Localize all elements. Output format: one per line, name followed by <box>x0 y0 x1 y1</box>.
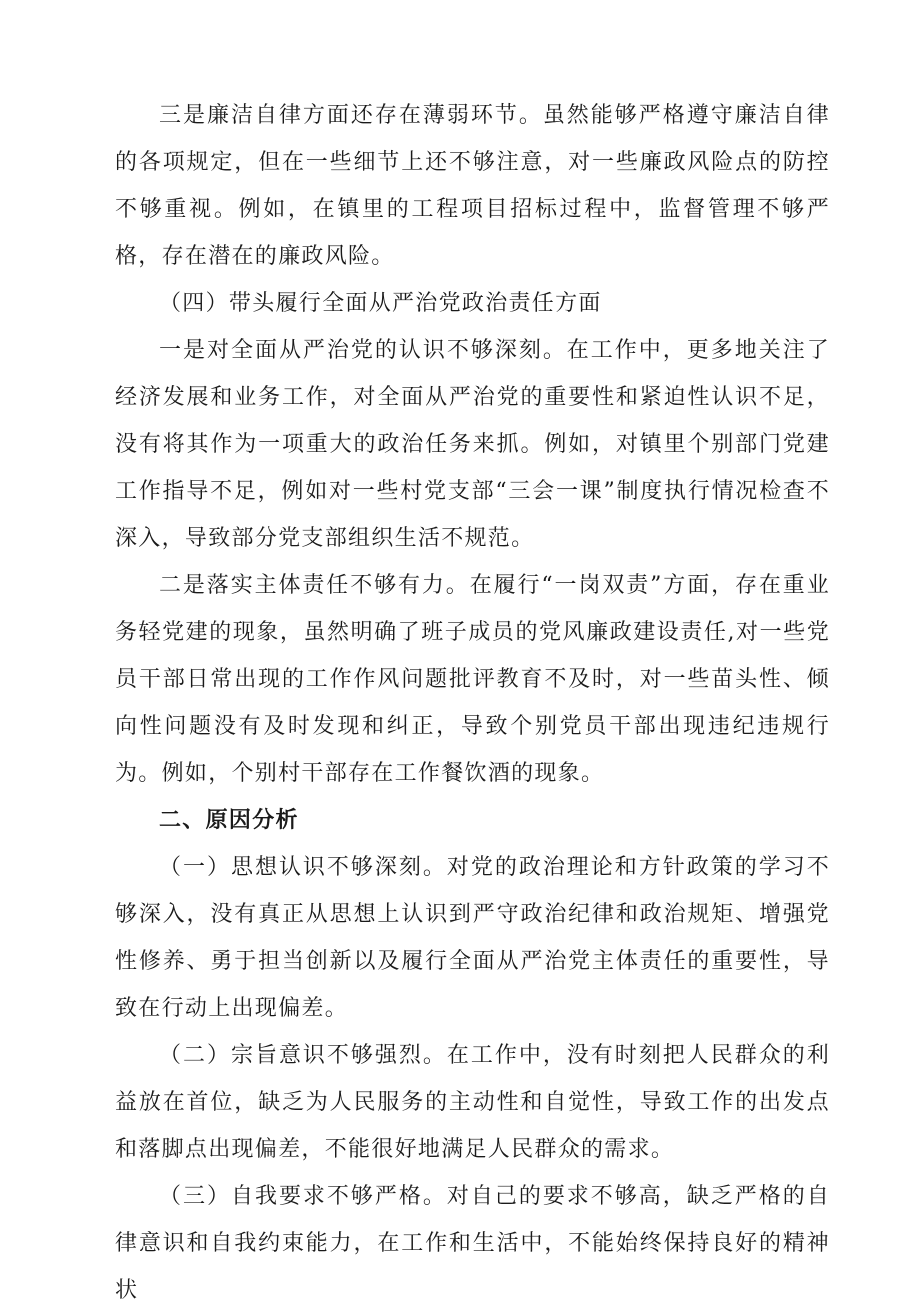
paragraph-main-responsibility: 二是落实主体责任不够有力。在履行“一岗双责”方面，存在重业务轻党建的现象，虽然明确了班子成员的党风廉政建设责任,对一些党员干部日常出现的工作作风问题批评教育不及时，对一些苗头性、倾向性问题没有及时发现和纠正，导致个别党员干部出现违纪违规行为。例如，个别村干部存在工作餐饮酒的现象。 <box>115 573 830 786</box>
paragraph-governance-understanding: 一是对全面从严治党的认识不够深刻。在工作中，更多地关注了经济发展和业务工作，对全面从严治党的重要性和紧迫性认识不足，没有将其作为一项重大的政治任务来抓。例如，对镇里个别部门党建工作指导不足，例如对一些村党支部“三会一课”制度执行情况检查不深入，导致部分党支部组织生活不规范。 <box>115 338 830 551</box>
paragraph-self-discipline: （三）自我要求不够严格。对自己的要求不够高，缺乏严格的自律意识和自我约束能力，在工作和生活中，不能始终保持良好的精神状 <box>115 1184 830 1303</box>
paragraph-purpose-awareness: （二）宗旨意识不够强烈。在工作中，没有时刻把人民群众的利益放在首位，缺乏为人民服务的主动性和自觉性，导致工作的出发点和落脚点出现偏差，不能很好地满足人民群众的需求。 <box>115 1043 830 1162</box>
paragraph-integrity-weakness: 三是廉洁自律方面还存在薄弱环节。虽然能够严格遵守廉洁自律的各项规定，但在一些细节上还不够注意，对一些廉政风险点的防控不够重视。例如，在镇里的工程项目招标过程中，监督管理不够严格，存在潜在的廉政风险。 <box>115 103 830 269</box>
section-heading-cause-analysis: 二、原因分析 <box>159 808 299 833</box>
subheading-party-governance: （四）带头履行全面从严治党政治责任方面 <box>159 291 602 316</box>
paragraph-ideological-awareness: （一）思想认识不够深刻。对党的政治理论和方针政策的学习不够深入，没有真正从思想上认识到严守政治纪律和政治规矩、增强党性修养、勇于担当创新以及履行全面从严治党主体责任的重要性，导致在行动上出现偏差。 <box>115 855 830 1021</box>
document-body <box>115 92 830 1314</box>
